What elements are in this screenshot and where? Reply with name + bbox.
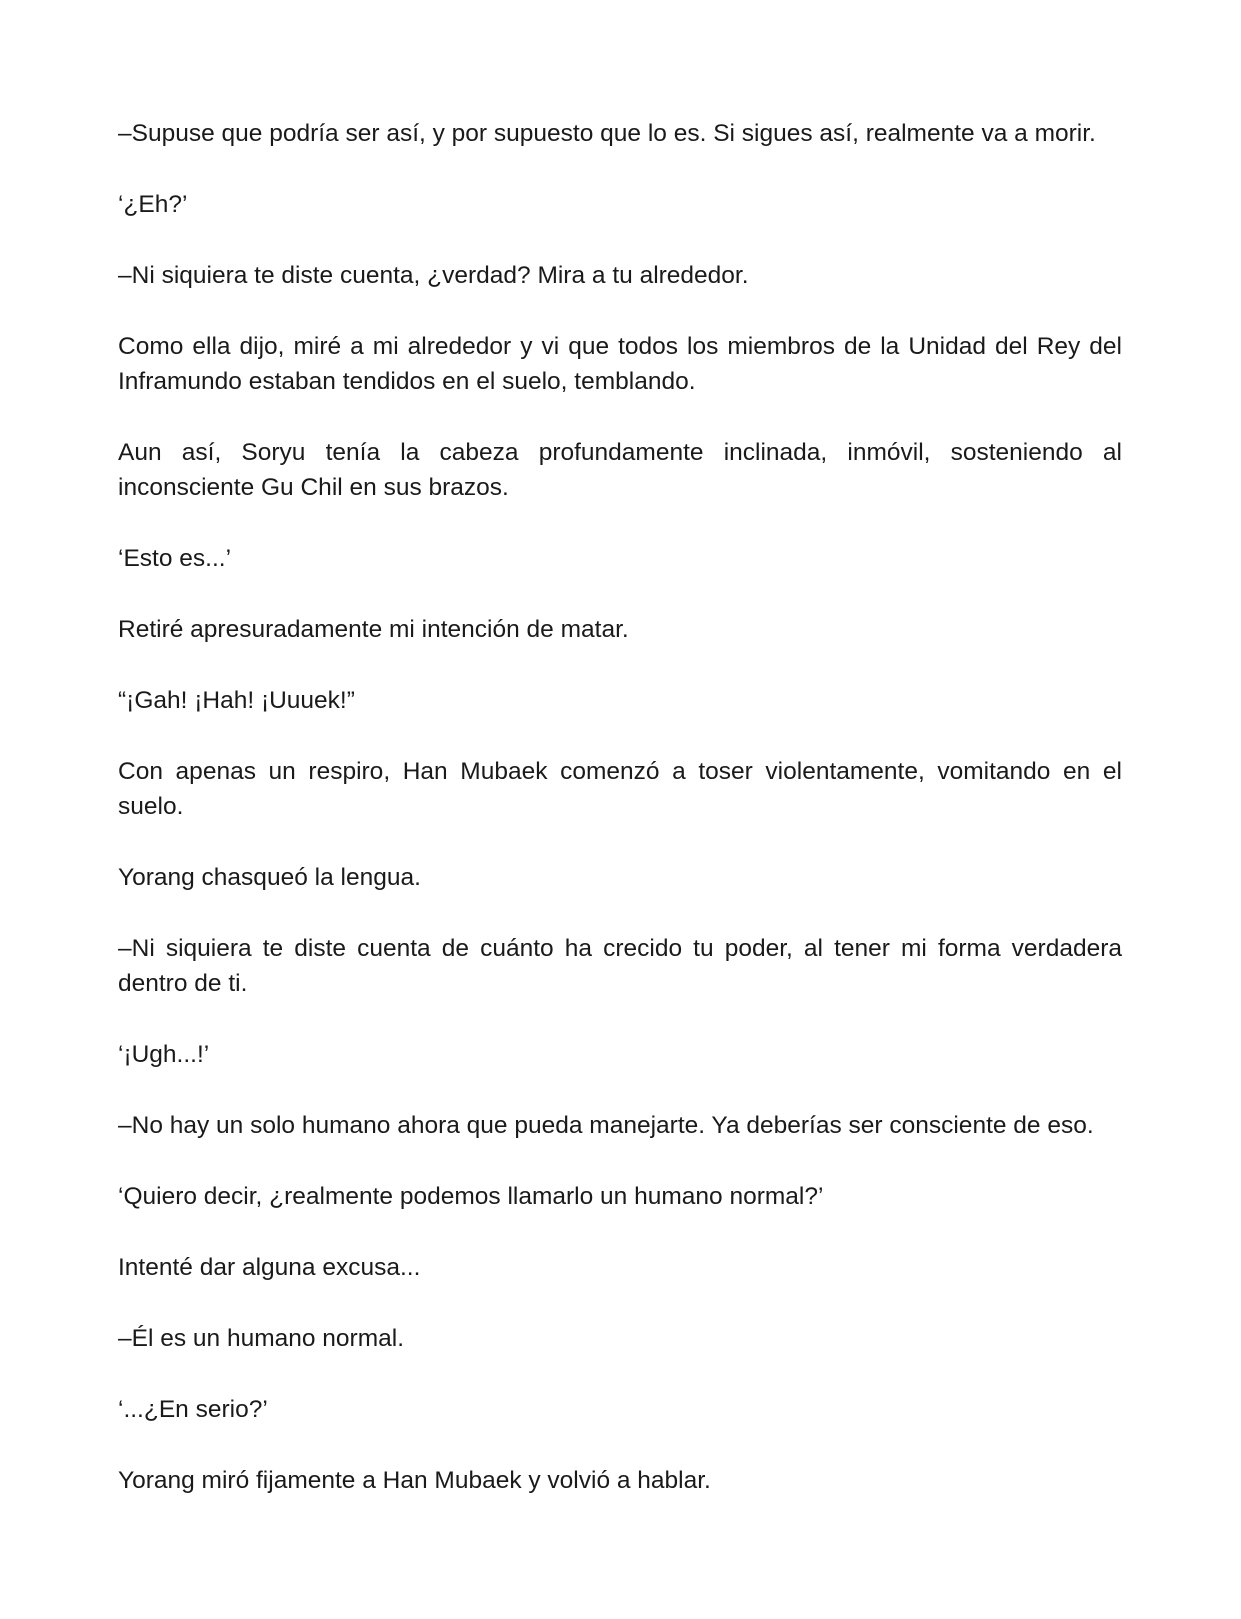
paragraph: –Ni siquiera te diste cuenta de cuánto ha crecido tu poder, al tener mi forma verdadera dentro de ti. [118, 935, 1122, 997]
paragraph: –No hay un solo humano ahora que pueda manejarte. Ya deberías ser consciente de eso. [118, 1112, 1094, 1139]
paragraph: Yorang miró fijamente a Han Mubaek y volvió a hablar. [118, 1467, 711, 1494]
paragraph: “¡Gah! ¡Hah! ¡Uuuek!” [118, 687, 355, 714]
paragraph: ‘...¿En serio?’ [118, 1396, 268, 1423]
paragraph: Con apenas un respiro, Han Mubaek comenzó a toser violentamente, vomitando en el suelo. [118, 758, 1122, 820]
paragraph: Yorang chasqueó la lengua. [118, 864, 421, 891]
paragraph: ‘Quiero decir, ¿realmente podemos llamarlo un humano normal?’ [118, 1183, 824, 1210]
paragraph: ‘¿Eh?’ [118, 191, 188, 218]
paragraph: –Supuse que podría ser así, y por supuesto que lo es. Si sigues así, realmente va a morir. [118, 120, 1096, 147]
paragraph: ‘¡Ugh...!’ [118, 1041, 210, 1068]
paragraph: –Él es un humano normal. [118, 1325, 404, 1352]
paragraph: Intenté dar alguna excusa... [118, 1254, 421, 1281]
paragraph: –Ni siquiera te diste cuenta, ¿verdad? Mira a tu alrededor. [118, 262, 749, 289]
document-body [118, 116, 1122, 1534]
paragraph: Retiré apresuradamente mi intención de matar. [118, 616, 629, 643]
paragraph: ‘Esto es...’ [118, 545, 232, 572]
paragraph: Como ella dijo, miré a mi alrededor y vi que todos los miembros de la Unidad del Rey del Inframundo estaban tendidos en el suelo, temblando. [118, 333, 1122, 395]
paragraph: Aun así, Soryu tenía la cabeza profundamente inclinada, inmóvil, sosteniendo al inconsciente Gu Chil en sus brazos. [118, 439, 1122, 501]
